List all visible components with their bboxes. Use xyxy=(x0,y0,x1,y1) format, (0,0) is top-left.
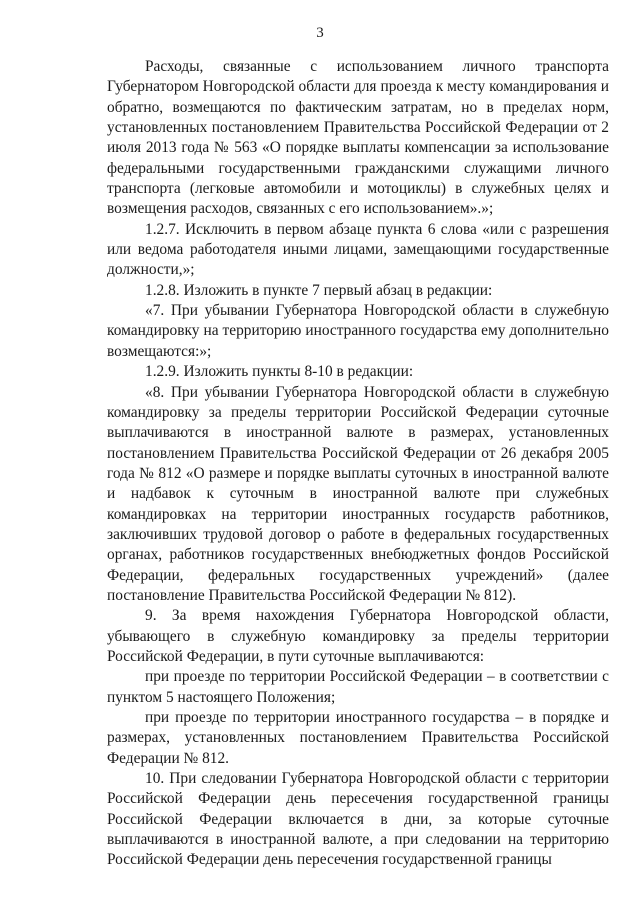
paragraph-1-2-9: 1.2.9. Изложить пункты 8-10 в редакции: xyxy=(145,363,414,381)
paragraph-item-8: «8. При убывании Губернатора Новгородской области в служебную командировку за пределы территории Российской Федерации суточные выплачиваются в иностранной валюте в размерах, установленных постановлением Правительства Российской Федерации от 26 декабря 2005 года № 812 «О размере и порядке выплаты суточных в иностранной валюте и надбавок к суточным в иностранной валюте при служебных командировках на территории иностранных государств работников, заключивших трудовой договор о работе в федеральных государственных органах, работников государственных внебюджетных фондов Российской Федерации, федеральных государственных учреждений» (далее постановление Правительства Российской Федерации № 812). xyxy=(107,383,609,604)
paragraph-item-7: «7. При убывании Губернатора Новгородской области в служебную командировку на территорию иностранного государства ему дополнительно возмещаются:»; xyxy=(107,302,609,360)
page-number: 3 xyxy=(316,25,324,41)
paragraph-item-9-russia: при проезде по территории Российской Федерации – в соответствии с пунктом 5 настоящего Положения; xyxy=(107,668,609,706)
document-body xyxy=(107,57,609,871)
paragraph-item-9-foreign: при проезде по территории иностранного государства – в порядке и размерах, установленных постановлением Правительства Российской Федерации № 812. xyxy=(107,709,609,767)
paragraph-1-2-7: 1.2.7. Исключить в первом абзаце пункта 6 слова «или с разрешения или ведома работодателя иными лицами, замещающими государственные должности,»; xyxy=(107,220,609,279)
paragraph-item-10: 10. При следовании Губернатора Новгородской области с территории Российской Федерации день пересечения государственной границы Российской Федерации включается в дни, за которые суточные выплачиваются в иностранной валюте, а при следовании на территорию Российской Федерации день пересечения государственной границы xyxy=(107,770,609,869)
paragraph-item-9: 9. За время нахождения Губернатора Новгородской области, убывающего в служебную командировку за пределы территории Российской Федерации, в пути суточные выплачиваются: xyxy=(107,607,609,665)
paragraph-transport-expenses: Расходы, связанные с использованием личного транспорта Губернатором Новгородской области для проезда к месту командирования и обратно, возмещаются по фактическим затратам, но в пределах норм, установленных постановлением Правительства Российской Федерации от 2 июля 2013 года № 563 «О порядке выплаты компенсации за использование федеральными государственными гражданскими служащими личного транспорта (легковые автомобили и мотоциклы) в служебных целях и возмещения расходов, связанных с его использованием».»; xyxy=(107,58,609,218)
paragraph-1-2-8: 1.2.8. Изложить в пункте 7 первый абзац в редакции: xyxy=(145,281,493,299)
